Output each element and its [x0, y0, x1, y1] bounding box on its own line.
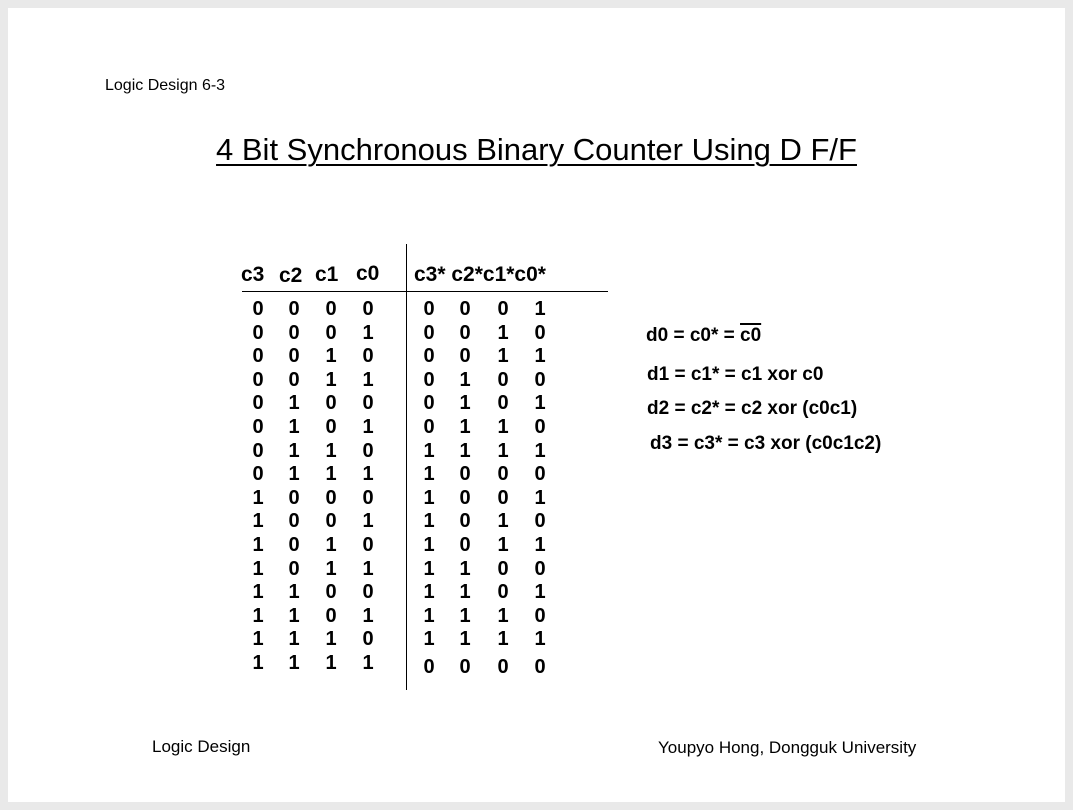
next-state-cell: 1 — [534, 439, 546, 462]
next-state-cell: 0 — [534, 604, 546, 627]
next-state-cell: 1 — [459, 439, 471, 462]
current-state-cell: 0 — [325, 392, 337, 415]
next-state-cell: 0 — [459, 321, 471, 344]
current-state-cell: 0 — [252, 392, 264, 415]
next-state-cell: 1 — [534, 534, 546, 556]
next-state-cell: 1 — [459, 368, 471, 391]
current-state-cell: 1 — [288, 628, 300, 651]
next-state-cell: 0 — [534, 368, 546, 391]
current-state-cell: 1 — [362, 368, 374, 391]
next-state-cell: 1 — [459, 392, 471, 415]
next-state-cell: 1 — [497, 416, 509, 438]
current-state-cell: 1 — [252, 604, 264, 627]
header-next-state: c3* c2*c1*c0* — [414, 263, 546, 286]
current-state-cell: 0 — [252, 298, 264, 320]
current-state-cell: 0 — [288, 368, 300, 391]
current-state-cell: 1 — [325, 557, 337, 580]
next-state-cell: 0 — [459, 345, 471, 368]
next-state-cell: 1 — [423, 463, 435, 486]
current-state-cell: 1 — [325, 628, 337, 651]
next-state-cell: 1 — [459, 416, 471, 438]
next-state-cell: 1 — [423, 486, 435, 509]
equation-d2: d2 = c2* = c2 xor (c0c1) — [647, 398, 858, 419]
next-state-cell: 1 — [423, 581, 435, 604]
next-state-cell: 1 — [534, 298, 546, 320]
current-state-cell: 1 — [288, 392, 300, 415]
next-state-cell: 0 — [497, 656, 509, 678]
current-state-cell: 0 — [288, 510, 300, 533]
current-state-cell: 1 — [252, 534, 264, 556]
current-state-cell: 0 — [252, 368, 264, 391]
table-header-rule — [242, 291, 608, 292]
next-state-cell: 1 — [534, 581, 546, 604]
next-state-cell: 1 — [534, 486, 546, 509]
current-state-cell: 0 — [362, 581, 374, 604]
next-state-cell: 0 — [459, 534, 471, 556]
current-state-cell: 0 — [252, 345, 264, 368]
next-state-cell: 1 — [497, 345, 509, 368]
current-state-cell: 1 — [252, 652, 264, 674]
current-state-cell: 0 — [325, 298, 337, 320]
next-state-cell: 1 — [497, 439, 509, 462]
current-state-cell: 0 — [362, 534, 374, 556]
next-state-cell: 0 — [497, 581, 509, 604]
next-state-cell: 0 — [497, 392, 509, 415]
next-state-cell: 1 — [497, 604, 509, 627]
next-state-cell: 0 — [423, 392, 435, 415]
current-state-cell: 1 — [325, 463, 337, 486]
next-state-cell: 0 — [534, 416, 546, 438]
current-state-cell: 1 — [362, 510, 374, 533]
current-state-cell: 0 — [288, 486, 300, 509]
next-state-cell: 0 — [534, 510, 546, 533]
next-state-cell: 0 — [534, 656, 546, 678]
current-state-cell: 1 — [252, 510, 264, 533]
current-state-cell: 0 — [252, 416, 264, 438]
next-state-cell: 0 — [459, 463, 471, 486]
current-state-cell: 1 — [252, 486, 264, 509]
current-state-cell: 1 — [362, 321, 374, 344]
footer-author: Youpyo Hong, Dongguk University — [658, 738, 917, 757]
current-state-cell: 0 — [362, 439, 374, 462]
next-state-cell: 0 — [423, 656, 435, 678]
next-state-cell: 1 — [423, 510, 435, 533]
current-state-cell: 0 — [362, 298, 374, 320]
next-state-cell: 0 — [497, 368, 509, 391]
current-state-cell: 1 — [362, 557, 374, 580]
next-state-cell: 0 — [534, 321, 546, 344]
equation-d0-text: d0 = c0* = — [646, 325, 741, 346]
next-state-cell: 0 — [423, 298, 435, 320]
current-state-cell: 1 — [252, 557, 264, 580]
next-state-cell: 0 — [423, 345, 435, 368]
equation-d1: d1 = c1* = c1 xor c0 — [647, 364, 824, 385]
current-state-cell: 1 — [288, 439, 300, 462]
current-state-cell: 1 — [362, 416, 374, 438]
current-state-cell: 1 — [288, 463, 300, 486]
next-state-cell: 1 — [497, 628, 509, 651]
current-state-cell: 0 — [288, 557, 300, 580]
current-state-cell: 0 — [252, 439, 264, 462]
current-state-cell: 0 — [362, 628, 374, 651]
current-state-cell: 1 — [362, 604, 374, 627]
next-state-cell: 1 — [459, 581, 471, 604]
current-state-cell: 0 — [362, 486, 374, 509]
next-state-cell: 1 — [534, 392, 546, 415]
next-state-cell: 1 — [459, 604, 471, 627]
next-state-cell: 1 — [423, 439, 435, 462]
next-state-cell: 1 — [423, 557, 435, 580]
current-state-cell: 1 — [288, 581, 300, 604]
current-state-cell: 1 — [325, 368, 337, 391]
current-state-cell: 0 — [252, 463, 264, 486]
current-state-cell: 0 — [288, 345, 300, 368]
next-state-cell: 1 — [423, 534, 435, 556]
current-state-cell: 1 — [325, 534, 337, 556]
header-c2: c2 — [279, 264, 303, 287]
equation-d0-complement: c0 — [740, 325, 762, 346]
current-state-cell: 1 — [288, 604, 300, 627]
current-state-cell: 1 — [252, 581, 264, 604]
current-state-cell: 0 — [252, 321, 264, 344]
next-state-cell: 1 — [459, 628, 471, 651]
current-state-cell: 1 — [288, 416, 300, 438]
next-state-cell: 0 — [459, 298, 471, 320]
next-state-cell: 0 — [423, 416, 435, 438]
next-state-cell: 0 — [534, 557, 546, 580]
next-state-cell: 0 — [423, 368, 435, 391]
table-divider — [406, 244, 407, 690]
current-state-cell: 0 — [325, 581, 337, 604]
current-state-cell: 0 — [325, 321, 337, 344]
header-label: Logic Design 6-3 — [105, 77, 226, 94]
current-state-cell: 1 — [362, 652, 374, 674]
next-state-cell: 1 — [497, 321, 509, 344]
equation-d3: d3 = c3* = c3 xor (c0c1c2) — [650, 433, 882, 454]
current-state-cell: 0 — [325, 486, 337, 509]
current-state-cell: 1 — [325, 652, 337, 674]
current-state-cell: 0 — [288, 321, 300, 344]
next-state-cell: 0 — [423, 321, 435, 344]
current-state-cell: 0 — [362, 345, 374, 368]
next-state-cell: 1 — [497, 534, 509, 556]
next-state-cell: 0 — [497, 486, 509, 509]
current-state-cell: 1 — [325, 439, 337, 462]
equation-d0 — [646, 325, 761, 347]
current-state-cell: 0 — [288, 298, 300, 320]
next-state-cell: 1 — [423, 604, 435, 627]
current-state-cell: 1 — [252, 628, 264, 651]
header-c3: c3 — [241, 263, 265, 286]
next-state-cell: 1 — [534, 345, 546, 368]
next-state-cell: 1 — [459, 557, 471, 580]
current-state-cell: 1 — [362, 463, 374, 486]
current-state-cell: 0 — [325, 510, 337, 533]
next-state-cell: 0 — [459, 510, 471, 533]
next-state-cell: 0 — [459, 486, 471, 509]
current-state-cell: 0 — [325, 604, 337, 627]
current-state-cell: 0 — [288, 534, 300, 556]
next-state-cell: 0 — [459, 656, 471, 678]
next-state-cell: 1 — [423, 628, 435, 651]
next-state-cell: 0 — [497, 463, 509, 486]
footer-course: Logic Design — [152, 737, 251, 756]
current-state-cell: 0 — [325, 416, 337, 438]
next-state-cell: 1 — [534, 628, 546, 651]
current-state-cell: 1 — [325, 345, 337, 368]
next-state-cell: 0 — [534, 463, 546, 486]
next-state-cell: 0 — [497, 298, 509, 320]
next-state-cell: 1 — [497, 510, 509, 533]
next-state-cell: 0 — [497, 557, 509, 580]
current-state-cell: 1 — [288, 652, 300, 674]
slide-title: 4 Bit Synchronous Binary Counter Using D F/F — [216, 132, 857, 167]
slide — [8, 8, 1065, 802]
header-c1: c1 — [315, 263, 339, 286]
current-state-cell: 0 — [362, 392, 374, 415]
header-c0: c0 — [356, 262, 380, 285]
